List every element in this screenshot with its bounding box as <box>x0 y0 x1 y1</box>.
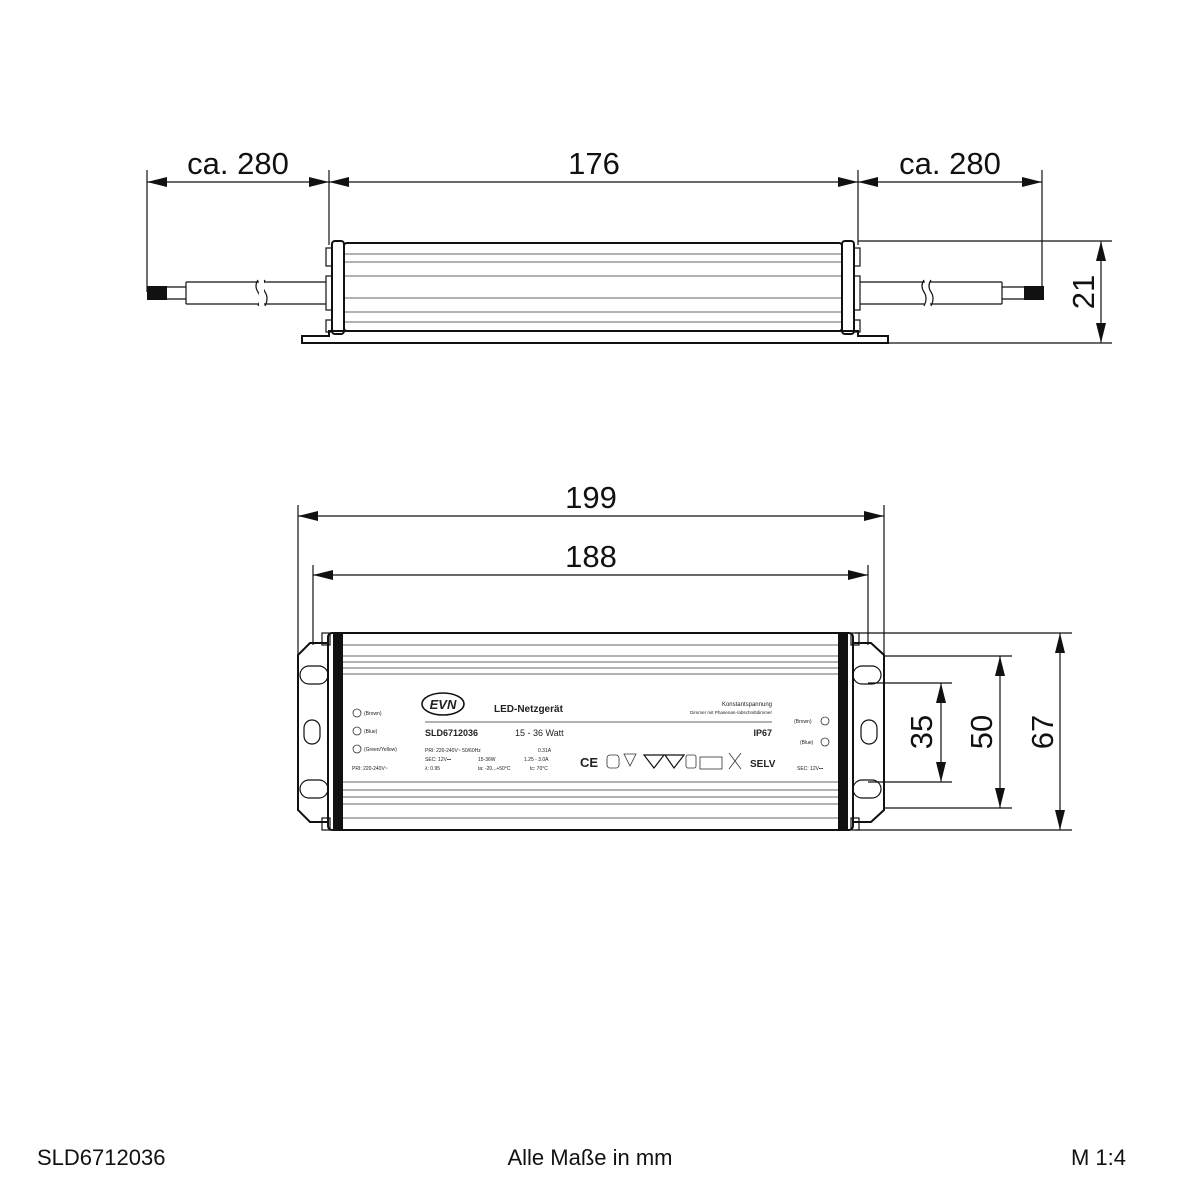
driver-body-top <box>328 633 853 830</box>
cable-right <box>860 280 1044 306</box>
driver-body-side <box>344 243 842 331</box>
footer-article: SLD6712036 <box>37 1145 166 1170</box>
label-wattage: 15 - 36 Watt <box>515 728 564 738</box>
label-pri-current: 0.31A <box>538 748 552 754</box>
svg-text:SELV: SELV <box>750 759 776 770</box>
svg-text:EVN: EVN <box>429 697 457 712</box>
label-sec-right: SEC: 12V⎓ <box>797 766 823 772</box>
dim-hole-spacing: 35 <box>904 714 939 750</box>
label-wire-n: (Blue) <box>364 729 378 735</box>
svg-text:CE: CE <box>580 755 599 770</box>
product-label <box>352 693 829 772</box>
label-product-type: LED-Netzgerät <box>494 704 563 715</box>
label-ip-rating: IP67 <box>753 728 772 738</box>
label-model: SLD6712036 <box>425 728 479 738</box>
label-sec-power: 15-36W <box>478 757 496 763</box>
dim-total-width: 67 <box>1025 714 1060 750</box>
label-sec-current: 1.25 - 3.0A <box>524 757 549 763</box>
label-pri-line: PRI: 220-240V~ 50/60Hz <box>425 748 481 754</box>
certification-marks <box>580 753 776 770</box>
dim-height: 21 <box>1066 274 1101 310</box>
label-sec-line: SEC: 12V⎓ <box>425 757 451 763</box>
dim-cable-left: ca. 280 <box>187 146 289 181</box>
label-lambda: λ: 0.95 <box>425 766 441 772</box>
footer-units-note: Alle Maße in mm <box>507 1145 673 1170</box>
label-wire-pe: (Green/Yellow) <box>364 747 397 753</box>
dim-bracket-width: 50 <box>964 714 999 750</box>
label-wire-out-neg: (Blue) <box>800 740 814 746</box>
dim-mount-length: 188 <box>565 539 617 574</box>
evn-logo <box>422 693 464 715</box>
label-pri-left: PRI: 220-240V~ <box>352 766 388 772</box>
label-tc: tc: 70°C <box>530 766 548 772</box>
label-ta: ta: -20...+50°C <box>478 766 511 772</box>
label-dimmer-note: Dimmer mit Phasenan-/abschnittdimmer <box>690 710 772 715</box>
label-wire-l: (Brown) <box>364 711 382 717</box>
side-view <box>147 146 1112 343</box>
top-view <box>298 480 1072 830</box>
dim-cable-right: ca. 280 <box>899 146 1001 181</box>
cable-left <box>147 280 326 306</box>
footer-scale: M 1:4 <box>1070 1145 1126 1170</box>
label-wire-out-pos: (Brown) <box>794 719 812 725</box>
dim-total-length: 199 <box>565 480 617 515</box>
label-mode: Konstantspannung <box>721 702 772 708</box>
dim-body-length: 176 <box>568 146 620 181</box>
